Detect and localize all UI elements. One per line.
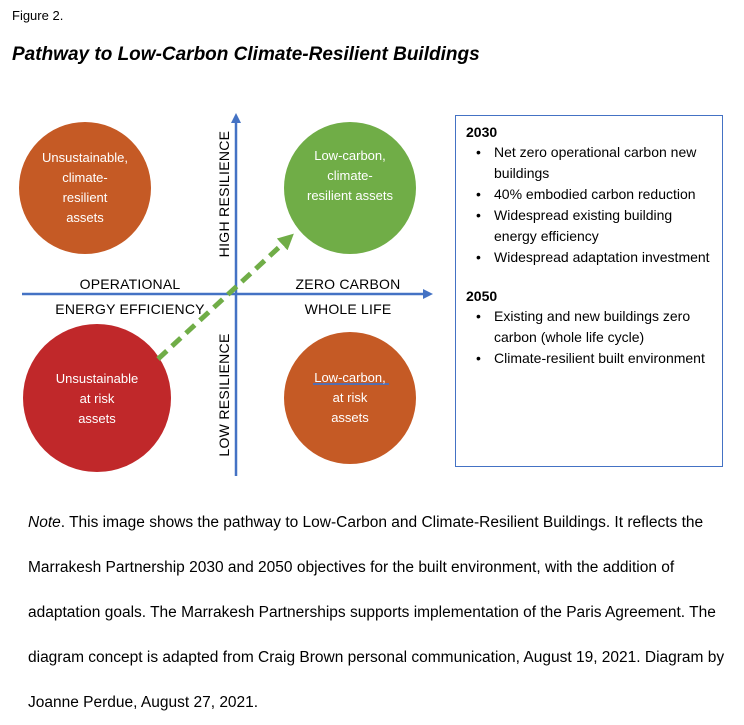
quadrant-label-line: Low-carbon, (314, 370, 386, 385)
quadrant-label-line: Unsustainable (55, 371, 139, 386)
quadrant-label-top-right (285, 146, 415, 206)
goals-list-2050 (466, 306, 712, 369)
quadrant-label-line: resilient (62, 190, 108, 205)
goal-item: • Widespread existing building energy efficiency (484, 205, 712, 247)
axis-label-whole-life: WHOLE LIFE (304, 301, 392, 317)
figure-label: Figure 2. (12, 8, 64, 23)
quadrant-label-line: at risk (332, 390, 368, 405)
axis-label-high-resilience: HIGH RESILIENCE (216, 130, 232, 258)
quadrant-label-bottom-left (32, 369, 162, 429)
quadrant-label-line: resilient assets (307, 188, 393, 203)
quadrant-label-line: at risk (79, 391, 115, 406)
note-text: . This image shows the pathway to Low-Carbon and Climate-Resilient Buildings. It reflects the Marrakesh Partnership 2030 and 2050 objectives for the built environment, with the addition of adaptation goals. The Marrakesh Partnerships supports implementation of the Paris Agreement. The diagram concept is adapted from Craig Brown personal communication, August 19, 2021. Diagram by Joanne Perdue, August 27, 2021. (28, 514, 725, 711)
axis-label-operational: OPERATIONAL (79, 276, 181, 292)
goal-item: • Widespread adaptation investment (484, 247, 712, 268)
goals-list-2030 (466, 142, 712, 268)
axis-label-low-resilience: LOW RESILIENCE (216, 333, 232, 457)
quadrant-label-line: assets (66, 210, 104, 225)
goals-box (455, 115, 723, 467)
goal-item: • Existing and new buildings zero carbon (whole life cycle) (484, 306, 712, 348)
goal-item: • Climate-resilient built environment (484, 348, 712, 369)
quadrant-label-line: climate- (327, 168, 373, 183)
note-label: Note (28, 514, 61, 531)
year-heading-2050: 2050 (466, 288, 498, 304)
quadrant-label-top-left (20, 148, 150, 228)
quadrant-label-line: Low-carbon, (314, 148, 386, 163)
figure-note (28, 500, 728, 725)
quadrant-label-line: Unsustainable, (42, 150, 128, 165)
goal-item: • Net zero operational carbon new buildings (484, 142, 712, 184)
quadrant-label-line: climate- (62, 170, 108, 185)
quadrant-label-line: assets (331, 410, 369, 425)
year-heading-2030: 2030 (466, 124, 498, 140)
quadrant-label-bottom-right (285, 368, 415, 428)
figure-title: Pathway to Low-Carbon Climate-Resilient Buildings (12, 44, 480, 65)
axis-label-zero-carbon: ZERO CARBON (295, 276, 401, 292)
goal-item: • 40% embodied carbon reduction (484, 184, 712, 205)
quadrant-label-line: assets (78, 411, 116, 426)
axis-label-energy-efficiency: ENERGY EFFICIENCY (55, 301, 205, 317)
